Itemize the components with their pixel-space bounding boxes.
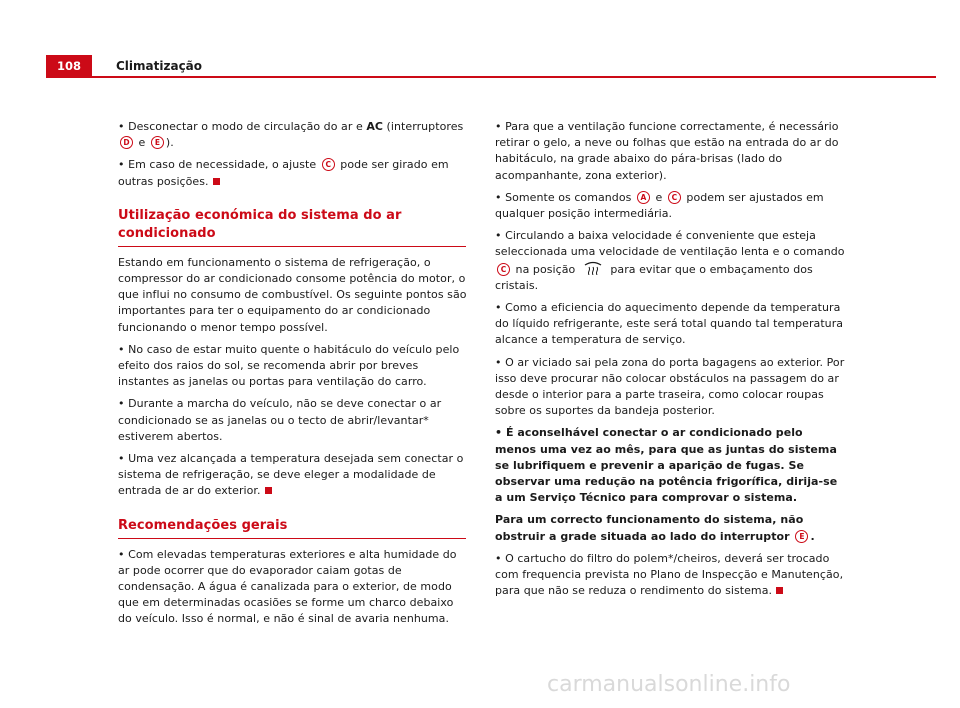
control-badge-c: C xyxy=(497,263,510,276)
paragraph: • Somente os comandos A e C podem ser ajustados em qualquer posição intermediária. xyxy=(495,190,824,221)
paragraph: • Durante a marcha do veículo, não se deve conectar o ar condicionado se as janelas ou o tecto de abrir/levantar* estiverem abertos. xyxy=(118,397,442,443)
watermark: carmanualsonline.info xyxy=(547,672,791,697)
control-badge-e: E xyxy=(795,530,808,543)
control-badge-a: A xyxy=(637,191,650,204)
control-badge-d: D xyxy=(120,136,133,149)
paragraph: • Como a eficiencia do aquecimento depende da temperatura do líquido refrigerante, este será total quando tal temperatura alcance a temperatura de serviço. xyxy=(495,301,844,347)
end-mark-icon xyxy=(213,178,220,185)
end-mark-icon xyxy=(776,587,783,594)
left-column xyxy=(118,119,470,634)
heading-general-recommendations: Recomendações gerais xyxy=(118,517,466,539)
control-badge-c: C xyxy=(322,158,335,171)
paragraph: • Em caso de necessidade, o ajuste C pode ser girado em outras posições. xyxy=(118,158,449,188)
paragraph: • Circulando a baixa velocidade é conveniente que esteja seleccionada uma velocidade de ventilação lenta e o comando C na posição para evitar que o embaçamento dos cristais. xyxy=(495,229,845,292)
paragraph: Estando em funcionamento o sistema de refrigeração, o compressor do ar condicionado consome potência do motor, o que influi no consumo de combustível. Os seguinte pontos são importantes para ter o equipamento do ar condicionado funcionando o menor tempo possível. xyxy=(118,255,467,334)
paragraph: • Desconectar o modo de circulação do ar e AC (interruptores D e E ). xyxy=(118,120,464,150)
control-badge-e: E xyxy=(151,136,164,149)
paragraph: • Para que a ventilação funcione correctamente, é necessário retirar o gelo, a neve ou folhas que estão na entrada do ar do habitáculo, na grade abaixo do pára-brisas (lado do acompanhante, zona exterior). xyxy=(495,120,839,182)
windshield-defrost-icon xyxy=(583,261,603,275)
end-mark-icon xyxy=(265,487,272,494)
paragraph: • Uma vez alcançada a temperatura desejada sem conectar o sistema de refrigeração, se deve eleger a modalidade de entrada de ar do exterior. xyxy=(118,452,464,498)
warning-paragraph: • É aconselhável conectar o ar condicionado pelo menos uma vez ao mês, para que as juntas do sistema se lubrifiquem e prevenir a aparição de fugas. Se observar uma redução na potência frigorífica, dirija-se a um Serviço Técnico para comprovar o sistema. xyxy=(495,426,838,505)
ac-label: AC xyxy=(366,120,384,133)
paragraph: • No caso de estar muito quente o habitáculo do veículo pelo efeito dos raios do sol, se recomenda abrir por breves instantes as janelas ou portas para ventilação do carro. xyxy=(118,342,460,389)
control-badge-c: C xyxy=(668,191,681,204)
heading-economic-use: Utilização económica do sistema do ar condicionado xyxy=(118,207,466,247)
header-rule xyxy=(46,76,936,78)
section-title: Climatização xyxy=(116,59,203,73)
paragraph: • O ar viciado sai pela zona do porta bagagens ao exterior. Por isso deve procurar não colocar obstáculos na passagem do ar desde o interior para a parte traseira, como colocar roupas sobre os suportes da bandeja posterior. xyxy=(495,355,845,418)
right-column xyxy=(495,119,845,605)
warning-paragraph: Para um correcto funcionamento do sistema, não obstruir a grade situada ao lado do interruptor E . xyxy=(495,513,815,543)
page-number: 108 xyxy=(46,55,92,76)
paragraph: • O cartucho do filtro do polem*/cheiros, deverá ser trocado com frequencia prevista no Plano de Inspecção e Manutenção, para que não se reduza o rendimento do sistema. xyxy=(495,551,844,598)
paragraph: • Com elevadas temperaturas exteriores e alta humidade do ar pode ocorrer que do evaporador caiam gotas de condensação. A água é canalizada para o exterior, de modo que em determinadas ocasiões se forme um charco debaixo do veículo. Isso é normal, e não é sinal de avaria nenhuma. xyxy=(118,547,457,626)
